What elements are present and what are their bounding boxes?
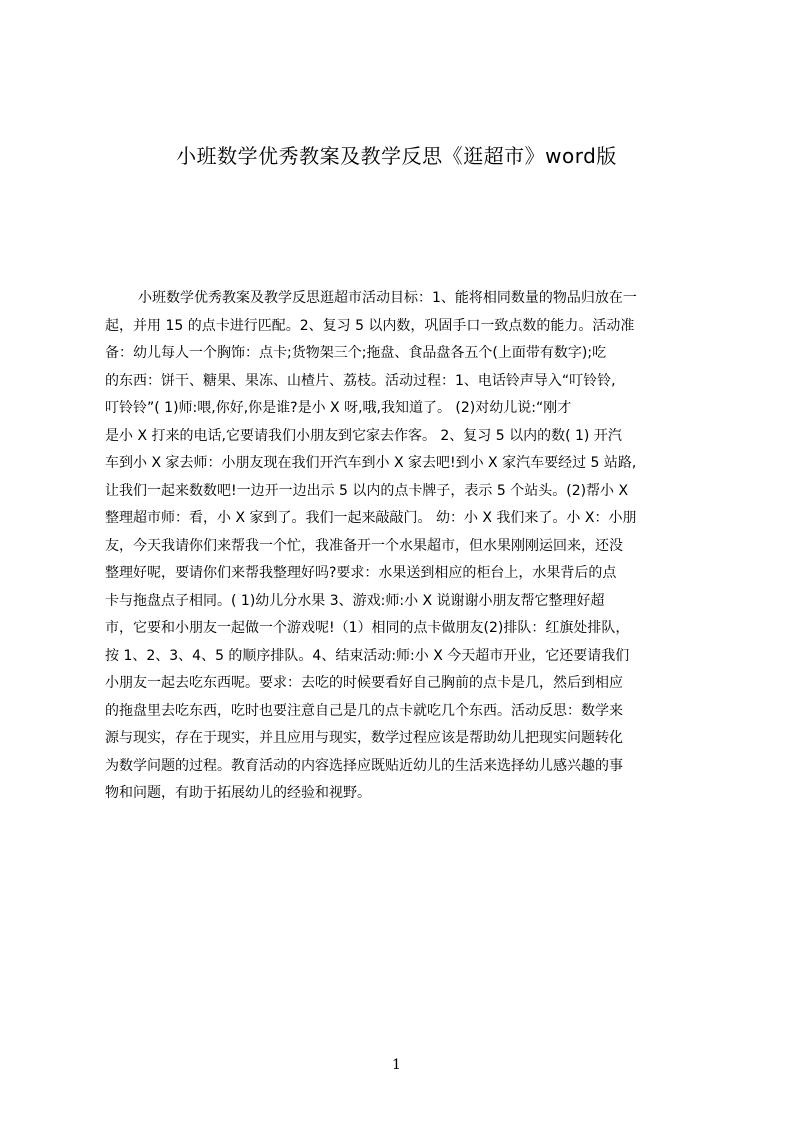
body-line: 小朋友一起去吃东西呢。要求：去吃的时候要看好自己胸前的点卡是几，然后到相应 [105, 675, 623, 691]
page-title: 小班数学优秀教案及教学反思《逛超市》word版 [176, 144, 617, 168]
body-line: 卡与拖盘点子相同。( 1)幼儿分水果 3、游戏:师:小 X 说谢谢小朋友帮它整理好超 [105, 592, 605, 609]
body-line: 车到小 X 家去师：小朋友现在我们开汽车到小 X 家去吧!到小 X 家汽车要经过 5 站路, [105, 455, 637, 471]
body-line: 起，并用 15 的点卡进行匹配。2、复习 5 以内数，巩固手口一致点数的能力。活动准 [105, 317, 635, 334]
body-line: 的东西：饼干、糖果、果冻、山楂片、荔枝。活动过程：1、电话铃声导入“叮铃铃, [105, 372, 616, 389]
body-line: 备：幼儿每人一个胸饰：点卡;货物架三个;拖盘、食品盘各五个(上面带有数字);吃 [105, 345, 607, 361]
body-line: 为数学问题的过程。教育活动的内容选择应既贴近幼儿的生活来选择幼儿感兴趣的事 [105, 757, 623, 774]
body-line: 市，它要和小朋友一起做一个游戏呢!（1）相同的点卡做朋友(2)排队：红旗处排队， [105, 620, 630, 636]
body-line: 叮铃铃”( 1)师:喂,你好,你是谁?是小 X 呀,哦,我知道了。 (2)对幼儿说:“刚才 [105, 400, 572, 416]
body-line: 按 1、2、3、4、5 的顺序排队。4、结束活动:师:小 X 今天超市开业，它还要请我们 [105, 647, 630, 664]
page-number: 1 [392, 1057, 401, 1073]
body-line: 整理好呢，要请你们来帮我整理好吗?要求：水果送到相应的柜台上，水果背后的点 [105, 565, 617, 581]
body-line: 物和问题，有助于拓展幼儿的经验和视野。 [105, 785, 371, 801]
body-line: 整理超市师：看，小 X 家到了。我们一起来敲敲门。 幼：小 X 我们来了。小 X：小朋 [105, 510, 637, 526]
document-body [105, 285, 711, 805]
body-line: 的拖盘里去吃东西，吃时也要注意自己是几的点卡就吃几个东西。活动反思：数学来 [105, 702, 623, 719]
body-line: 是小 X 打来的电话,它要请我们小朋友到它家去作客。 2、复习 5 以内的数( 1) 开汽 [105, 427, 622, 444]
body-line: 源与现实，存在于现实，并且应用与现实，数学过程应该是帮助幼儿把现实问题转化 [105, 730, 623, 746]
body-line: 让我们一起来数数吧!一边开一边出示 5 以内的点卡牌子，表示 5 个站头。(2)帮小 X [105, 482, 629, 499]
body-line: 小班数学优秀教案及教学反思逛超市活动目标：1、能将相同数量的物品归放在一 [138, 290, 637, 306]
body-line: 友，今天我请你们来帮我一个忙，我准备开一个水果超市，但水果刚刚运回来，还没 [105, 537, 623, 554]
